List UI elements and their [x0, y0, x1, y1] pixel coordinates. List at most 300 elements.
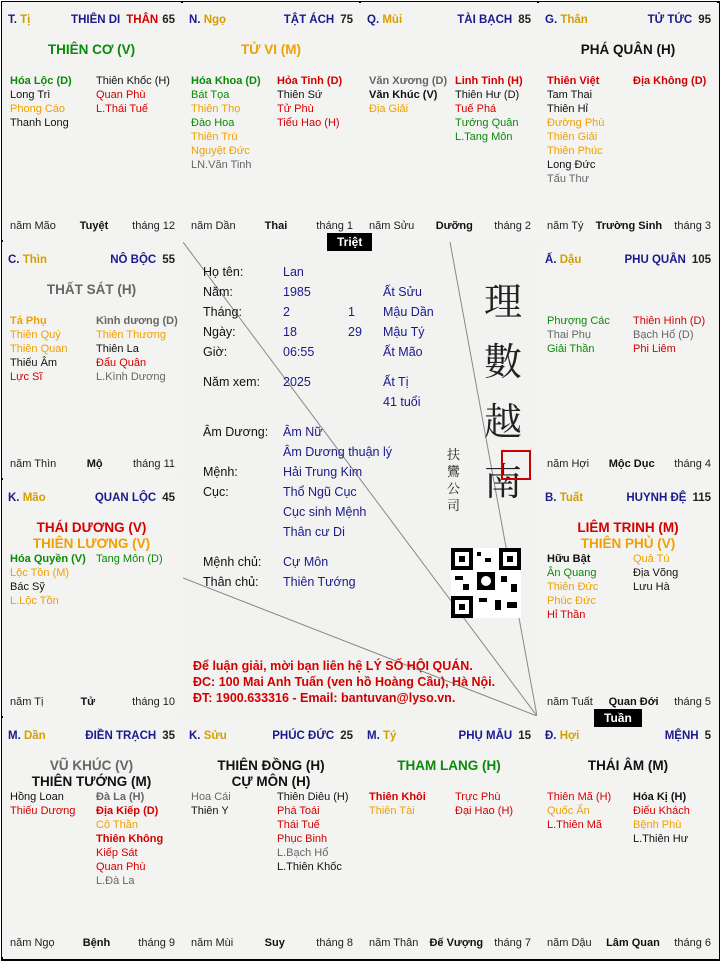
palace-stem: N.	[189, 14, 204, 26]
minor-stars-left	[369, 74, 447, 116]
month-label: tháng 2	[494, 220, 531, 232]
truong-sinh: Suy	[264, 937, 285, 949]
month-label: tháng 1	[316, 220, 353, 232]
minor-star: Bệnh Phù	[633, 819, 682, 831]
info-l: Năm xem:	[203, 375, 260, 389]
minor-star: Phúc Đức	[547, 595, 596, 607]
main-stars	[539, 42, 717, 58]
palace-header	[189, 14, 353, 26]
month-label: tháng 12	[132, 220, 175, 232]
info-v1: 2	[283, 305, 290, 319]
palace-footer	[369, 220, 531, 232]
main-stars	[2, 42, 181, 58]
palace-branch: Thân	[560, 14, 588, 26]
info-l: Mệnh:	[203, 465, 238, 479]
dai-han: 105	[691, 254, 711, 266]
center-panel	[183, 242, 537, 716]
palace-stem: C.	[8, 254, 23, 266]
palace-branch: Sửu	[203, 730, 227, 742]
main-star: TỬ VI (M)	[241, 42, 301, 57]
palace-branch: Tuất	[559, 492, 584, 504]
palace-branch: Tị	[20, 14, 31, 26]
palace-cell-dau	[539, 242, 717, 478]
month-label: tháng 10	[132, 696, 175, 708]
minor-star: Tử Phù	[277, 103, 314, 115]
minor-star: Đà La (H)	[96, 791, 145, 803]
info-v1: Lan	[283, 265, 304, 279]
minor-star: Hóa Kị (H)	[633, 791, 687, 803]
info-l: Ngày:	[203, 325, 236, 339]
main-star: THAM LANG (H)	[397, 758, 501, 773]
palace-cell-tuat	[539, 480, 717, 716]
minor-stars-right	[96, 552, 163, 566]
palace-stem: Đ.	[545, 730, 560, 742]
palace-name: TÀI BẠCH	[457, 14, 513, 26]
minor-star: Thiên Mã (H)	[547, 791, 612, 803]
palace-stem: G.	[545, 14, 561, 26]
palace-canchi	[545, 254, 581, 266]
minor-star: Kình dương (D)	[96, 315, 178, 327]
minor-star: Thiên Hỉ	[547, 103, 588, 115]
palace-cell-suu	[183, 718, 359, 957]
palace-canchi	[8, 492, 46, 504]
main-star: VŨ KHÚC (V)	[49, 758, 134, 773]
palace-footer	[191, 220, 353, 232]
minor-star: Phi Liêm	[633, 343, 676, 355]
minor-star: L.Thiên Khốc	[277, 861, 342, 873]
palace-header	[8, 14, 175, 26]
minor-star: Tiểu Hao (H)	[277, 117, 340, 129]
dai-han: 5	[704, 730, 711, 742]
minor-star: Văn Khúc (V)	[369, 89, 438, 101]
month-label: tháng 8	[316, 937, 353, 949]
month-label: tháng 4	[674, 458, 711, 470]
palace-header	[8, 492, 175, 504]
info-v3: Mậu Tý	[383, 325, 425, 339]
palace-name: PHU QUÂN	[624, 254, 686, 266]
minor-star: Quan Phù	[96, 89, 146, 101]
info-v1: Âm Nữ	[283, 425, 323, 439]
minor-star: Địa Kiếp (D)	[96, 805, 159, 817]
than-marker: THÂN	[126, 14, 159, 26]
palace-canchi	[545, 730, 579, 742]
main-star: CỰ MÔN (H)	[231, 774, 311, 789]
info-v1: Cự Môn	[283, 555, 329, 569]
minor-star: Thiên Y	[191, 805, 229, 817]
palace-name: THIÊN DI	[71, 14, 121, 26]
info-v3: 41 tuổi	[383, 395, 421, 409]
minor-star: Thiên Khôi	[369, 791, 426, 803]
main-stars	[539, 758, 717, 774]
palace-cell-mui	[361, 2, 537, 240]
palace-stem: Q.	[367, 14, 383, 26]
minor-star: L.Thiên Hư	[633, 833, 689, 845]
palace-canchi	[189, 14, 226, 26]
info-v1: 06:55	[283, 345, 315, 359]
luu-nien-year: năm Tuất	[547, 696, 593, 708]
palace-footer	[547, 937, 711, 949]
truong-sinh: Tử	[80, 696, 96, 708]
dai-han: 25	[340, 730, 353, 742]
minor-star: Thiếu Dương	[10, 805, 76, 817]
info-v3: Ất Mão	[383, 345, 423, 359]
minor-stars-left	[547, 552, 598, 622]
minor-star: Trực Phù	[455, 791, 501, 803]
palace-header	[545, 730, 711, 742]
luu-nien-year: năm Tý	[547, 220, 584, 232]
minor-stars-left	[10, 314, 67, 384]
minor-star: Long Trì	[10, 89, 51, 101]
minor-star: Giải Thần	[547, 343, 595, 355]
minor-stars-right	[633, 552, 678, 594]
info-l: Mệnh chủ:	[203, 555, 262, 569]
minor-star: Thiên Hình (D)	[633, 315, 706, 327]
minor-star: L.Bạch Hổ	[277, 847, 329, 859]
minor-star: LN.Văn Tinh	[191, 159, 252, 171]
minor-stars-left	[547, 74, 604, 186]
minor-stars-right	[96, 314, 178, 384]
luu-nien-year: năm Tị	[10, 696, 44, 708]
luu-nien-year: năm Dậu	[547, 937, 592, 949]
main-stars	[2, 758, 181, 790]
info-l: Họ tên:	[203, 265, 244, 279]
minor-star: Thai Phụ	[547, 329, 592, 341]
info-v1: 2025	[283, 375, 311, 389]
minor-star: Bạch Hổ (D)	[633, 329, 694, 341]
palace-branch: Mão	[22, 492, 46, 504]
minor-star: Thiên Trù	[191, 131, 238, 143]
minor-stars-left	[10, 552, 86, 608]
main-star: THIÊN PHỦ (V)	[580, 536, 676, 551]
palace-name: MỆNH	[664, 730, 699, 742]
main-star: THÁI ÂM (M)	[587, 758, 669, 773]
palace-canchi	[8, 14, 30, 26]
minor-star: Cô Thần	[96, 819, 138, 831]
month-label: tháng 3	[674, 220, 711, 232]
luu-nien-year: năm Mùi	[191, 937, 234, 949]
truong-sinh: Tuyệt	[79, 220, 109, 232]
minor-star: Thiên Giải	[547, 131, 598, 143]
palace-canchi	[367, 14, 402, 26]
triet-badge: Triệt	[327, 233, 372, 251]
info-v1: Âm Dương thuận lý	[283, 445, 392, 459]
minor-star: Lực Sĩ	[10, 371, 43, 383]
month-label: tháng 6	[674, 937, 711, 949]
contact-line: ĐC: 100 Mai Anh Tuấn (ven hồ Hoàng Cầu), Hà Nội.	[193, 675, 496, 689]
palace-branch: Tý	[382, 730, 397, 742]
palace-footer	[547, 696, 711, 708]
dai-han: 55	[162, 254, 175, 266]
minor-star: Đường Phù	[547, 117, 605, 129]
palace-cell-than	[539, 2, 717, 240]
luu-nien-year: năm Dần	[191, 220, 236, 232]
main-star: THIÊN TƯỚNG (M)	[31, 774, 152, 789]
dai-han: 65	[162, 14, 175, 26]
luu-nien-year: năm Thân	[369, 937, 419, 949]
minor-star: Hữu Bật	[547, 553, 591, 565]
month-label: tháng 11	[132, 458, 175, 470]
truong-sinh: Đế Vượng	[429, 937, 484, 949]
info-l: Tháng:	[203, 305, 242, 319]
dai-han: 15	[518, 730, 531, 742]
main-stars	[183, 758, 359, 790]
minor-star: L.Tang Môn	[455, 131, 513, 143]
minor-stars-right	[633, 314, 705, 356]
palace-branch: Ngọ	[203, 14, 227, 26]
minor-star: Tả Phụ	[10, 315, 47, 327]
qr-code-icon	[451, 548, 521, 618]
info-v1: Thiên Tướng	[283, 575, 356, 589]
month-label: tháng 7	[494, 937, 531, 949]
palace-header	[545, 492, 711, 504]
palace-canchi	[189, 730, 227, 742]
info-v2: 29	[348, 325, 362, 339]
main-stars	[183, 42, 359, 58]
dai-han: 35	[162, 730, 175, 742]
main-stars	[2, 520, 181, 552]
info-v1: 18	[283, 325, 297, 339]
minor-stars-left	[191, 74, 261, 172]
main-stars	[2, 282, 181, 298]
truong-sinh: Bệnh	[82, 937, 111, 949]
palace-footer	[547, 220, 711, 232]
palace-name: HUYNH ĐỆ	[626, 492, 687, 504]
palace-cell-dan	[2, 718, 181, 957]
minor-star: Hóa Quyền (V)	[10, 553, 86, 565]
truong-sinh: Thai	[264, 220, 288, 232]
palace-footer	[191, 937, 353, 949]
palace-footer	[10, 696, 175, 708]
minor-star: Điếu Khách	[633, 805, 690, 817]
info-v1: Hải Trung Kim	[283, 465, 363, 479]
contact-info	[193, 658, 495, 706]
minor-star: Thanh Long	[10, 117, 69, 129]
main-star: THIÊN ĐỒNG (H)	[217, 758, 325, 773]
info-l: Năm:	[203, 285, 233, 299]
luu-nien-year: năm Thìn	[10, 458, 57, 470]
minor-star: Ân Quang	[547, 567, 597, 579]
minor-stars-right	[277, 74, 342, 130]
palace-header	[545, 14, 711, 26]
calligraphy-char: 理	[483, 280, 522, 324]
contact-line: ĐT: 1900.633316 - Email: bantuvan@lyso.vn.	[193, 691, 456, 705]
palace-stem: B.	[545, 492, 560, 504]
palace-cell-hoi	[539, 718, 717, 957]
minor-star: Hóa Khoa (D)	[191, 75, 261, 87]
month-label: tháng 5	[674, 696, 711, 708]
minor-stars-left	[10, 74, 72, 130]
minor-star: Phá Toái	[277, 805, 320, 817]
minor-star: Văn Xương (D)	[369, 75, 448, 87]
info-v1: 1985	[283, 285, 311, 299]
minor-stars-left	[191, 790, 231, 818]
palace-name: ĐIỀN TRẠCH	[85, 730, 157, 742]
luu-nien-year: năm Ngọ	[10, 937, 55, 949]
tuan-badge: Tuần	[594, 709, 642, 727]
dai-han: 85	[518, 14, 531, 26]
minor-star: Thái Tuế	[277, 819, 320, 831]
palace-name: TỬ TỨC	[647, 14, 693, 26]
truong-sinh: Trường Sinh	[595, 220, 663, 232]
palace-header	[545, 254, 711, 266]
luu-nien-year: năm Mão	[10, 220, 56, 232]
minor-star: Phục Binh	[277, 833, 328, 845]
minor-star: Tam Thai	[547, 89, 593, 101]
truong-sinh: Mộc Dục	[608, 458, 655, 470]
palace-header	[189, 730, 353, 742]
minor-stars-right	[455, 790, 513, 818]
info-l: Thân chủ:	[203, 575, 259, 589]
palace-cell-ti	[2, 2, 181, 240]
minor-star: Địa Không (D)	[633, 75, 707, 87]
minor-star: Phong Cáo	[10, 103, 66, 115]
info-v2: 1	[348, 305, 355, 319]
minor-star: Thiên Khốc (H)	[96, 75, 170, 87]
palace-canchi	[367, 730, 396, 742]
main-star: PHÁ QUÂN (H)	[580, 42, 676, 57]
dai-han: 45	[162, 492, 175, 504]
minor-star: Thiên Đức	[547, 581, 599, 593]
minor-star: Đào Hoa	[191, 117, 235, 129]
info-v3: Ất Sửu	[383, 285, 422, 299]
palace-canchi	[8, 730, 46, 742]
palace-cell-ngo	[183, 2, 359, 240]
minor-star: Thiên Diêu (H)	[277, 791, 349, 803]
minor-star: Đẩu Quân	[96, 357, 147, 369]
minor-star: Bác Sỹ	[10, 581, 45, 593]
minor-stars-right	[633, 74, 706, 88]
main-star: LIÊM TRINH (M)	[577, 520, 679, 535]
minor-star: Hoa Cái	[191, 791, 231, 803]
minor-stars-right	[96, 790, 163, 888]
minor-star: Long Đức	[547, 159, 596, 171]
minor-stars-left	[547, 314, 610, 356]
palace-stem: K.	[189, 730, 204, 742]
minor-star: Kiếp Sát	[96, 847, 138, 859]
palace-cell-ty	[361, 718, 537, 957]
palace-stem: T.	[8, 14, 21, 26]
calligraphy-char: 越	[483, 400, 522, 444]
palace-canchi	[545, 14, 588, 26]
main-stars	[539, 520, 717, 552]
truong-sinh: Lâm Quan	[606, 937, 660, 949]
minor-star: Thiên Thọ	[191, 103, 241, 115]
luu-nien-year: năm Hợi	[547, 458, 590, 470]
minor-star: Thiên Sứ	[277, 89, 323, 101]
palace-canchi	[8, 254, 47, 266]
minor-stars-left	[369, 790, 426, 818]
minor-star: Bát Tọa	[191, 89, 230, 101]
minor-star: Phượng Các	[547, 315, 610, 327]
minor-star: Thiếu Âm	[10, 357, 58, 369]
minor-star: Đại Hao (H)	[455, 805, 514, 817]
minor-star: L.Thái Tuế	[96, 103, 148, 115]
palace-branch: Dần	[23, 730, 46, 742]
main-star: THÁI DƯƠNG (V)	[36, 520, 147, 535]
palace-footer	[547, 458, 711, 470]
minor-stars-right	[277, 790, 349, 874]
palace-canchi	[545, 492, 583, 504]
palace-footer	[10, 458, 175, 470]
seal-char: 公	[447, 482, 461, 497]
main-stars	[361, 758, 537, 774]
minor-star: Thiên Việt	[547, 75, 600, 87]
main-star: THIÊN LƯƠNG (V)	[32, 536, 151, 551]
minor-star: Nguyệt Đức	[191, 145, 250, 157]
calligraphy-char: 南	[483, 460, 522, 504]
dai-han: 75	[340, 14, 353, 26]
palace-footer	[369, 937, 531, 949]
red-seal-stamp	[501, 450, 531, 480]
dai-han: 95	[698, 14, 711, 26]
minor-stars-right	[633, 790, 690, 846]
palace-branch: Hợi	[559, 730, 580, 742]
palace-header	[8, 254, 175, 266]
minor-star: Thiên Không	[96, 833, 164, 845]
seal-char: 司	[447, 499, 461, 514]
info-v3: Ất Tị	[383, 375, 409, 389]
truong-sinh: Mộ	[86, 458, 103, 470]
main-star: THIÊN CƠ (V)	[47, 42, 136, 57]
minor-star: Địa Võng	[633, 567, 679, 579]
info-v1: Cục sinh Mệnh	[283, 505, 367, 519]
palace-name: PHỤ MẪU	[458, 730, 513, 742]
info-l: Giờ:	[203, 345, 228, 359]
minor-star: Thiên Hư (D)	[455, 89, 520, 101]
minor-star: Quốc Ấn	[547, 805, 590, 817]
palace-name: TẬT ÁCH	[283, 14, 335, 26]
minor-star: L.Đà La	[96, 875, 135, 887]
minor-star: Thiên Phúc	[547, 145, 603, 157]
palace-cell-thin	[2, 242, 181, 478]
minor-star: Quả Tú	[633, 553, 670, 565]
luu-nien-year: năm Sửu	[369, 220, 415, 232]
minor-star: L.Lộc Tồn	[10, 595, 59, 607]
minor-star: Hỉ Thần	[547, 609, 586, 621]
palace-header	[367, 730, 531, 742]
minor-star: Tấu Thư	[547, 173, 590, 185]
palace-branch: Thìn	[22, 254, 47, 266]
truong-sinh: Dưỡng	[435, 220, 473, 232]
info-v1: Thân cư Di	[283, 525, 345, 539]
info-l: Cục:	[203, 485, 229, 499]
minor-star: Địa Giải	[369, 103, 409, 115]
palace-header	[367, 14, 531, 26]
seal-char: 扶	[447, 448, 461, 463]
palace-name: QUAN LỘC	[94, 492, 157, 504]
minor-star: Thiên Quan	[10, 343, 68, 355]
minor-star: Hỏa Tinh (D)	[277, 75, 343, 87]
minor-star: Hồng Loan	[10, 791, 64, 803]
seal-char: 鸞	[447, 465, 461, 480]
palace-stem: K.	[8, 492, 23, 504]
minor-star: L.Thiên Mã	[547, 819, 603, 831]
info-v3: Mậu Dần	[383, 305, 434, 319]
minor-star: Thiên Quý	[10, 329, 61, 341]
palace-footer	[10, 220, 175, 232]
calligraphy-char: 數	[483, 340, 522, 384]
month-label: tháng 9	[138, 937, 175, 949]
minor-star: L.Kình Dương	[96, 371, 166, 383]
minor-star: Lộc Tồn (M)	[10, 567, 70, 579]
minor-star: Tuế Phá	[455, 103, 497, 115]
minor-star: Tang Môn (D)	[96, 553, 163, 565]
palace-branch: Dậu	[559, 254, 582, 266]
main-star: THẤT SÁT (H)	[46, 282, 137, 297]
info-l: Âm Dương:	[203, 425, 269, 439]
minor-stars-left	[547, 790, 611, 832]
minor-stars-left	[10, 790, 75, 818]
